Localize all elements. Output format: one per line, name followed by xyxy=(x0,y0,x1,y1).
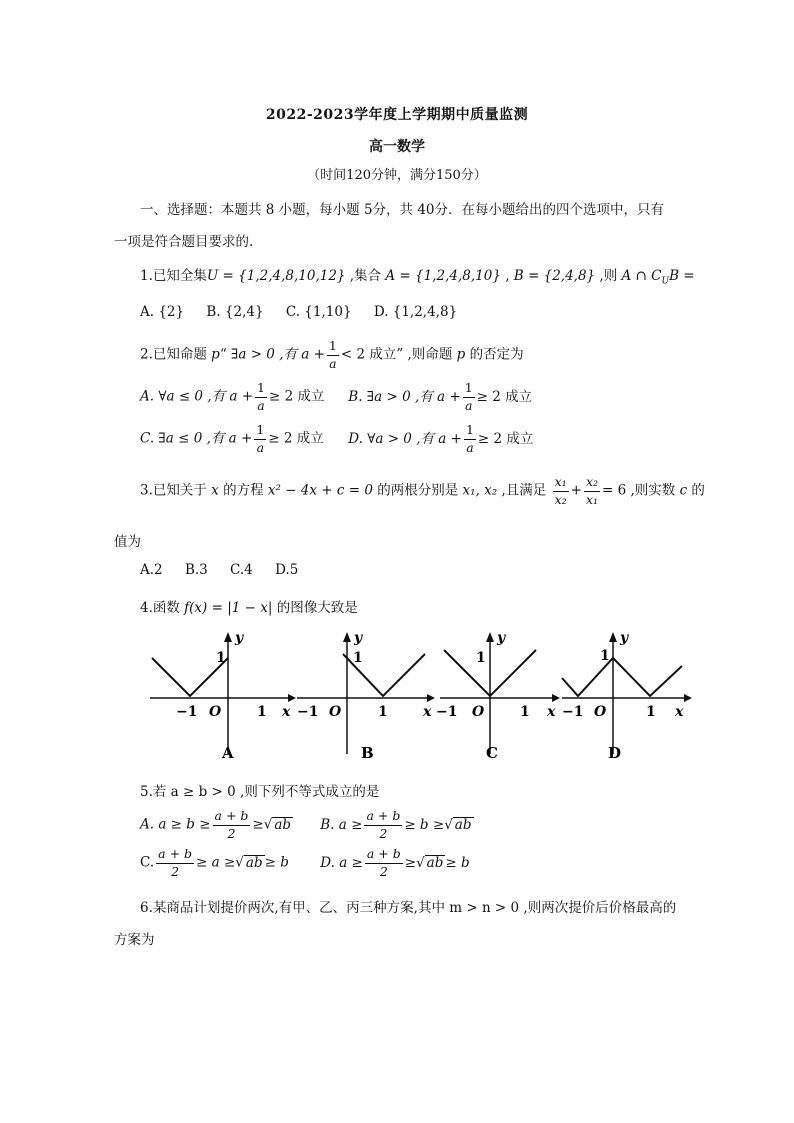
q2-fraction xyxy=(327,340,339,370)
q4-stem-pre: 4.函数 xyxy=(140,600,185,616)
q5-option-d-sqrt: ab xyxy=(426,854,444,871)
q5-option-d-num: a + b xyxy=(365,848,403,864)
graph-c-x-arrow xyxy=(552,694,560,702)
q3-options xyxy=(140,562,298,578)
q2-frac-den: a xyxy=(329,355,337,371)
graph-d-x-arrow xyxy=(684,694,692,702)
q5-option-a: A. a ≥ b ≥ $\frac{a + b}{2}$ ≥√ ab xyxy=(140,808,292,841)
q5-option-a-frac xyxy=(213,810,251,840)
q5-option-a-pre: A. a ≥ b ≥ xyxy=(140,816,211,833)
q1-set-a: A = {1,2,4,8,10} xyxy=(385,268,501,284)
q2-option-b-pre: B. ∃a > 0 ,有 a + xyxy=(348,388,461,405)
exam-title: 2022-2023学年度上学期期中质量监测 xyxy=(265,107,529,123)
q1-mid2: , xyxy=(500,268,514,284)
q2-tail2: 的否定为 xyxy=(465,346,524,363)
graph-a-x-label: x xyxy=(282,704,291,720)
q2-option-d-pre: D. ∀a > 0 ,有 a + xyxy=(348,430,462,447)
graph-d-tick-1x: 1 xyxy=(646,704,656,720)
q5-option-d-tail: ≥ b xyxy=(445,854,470,871)
graph-c-label: C xyxy=(486,744,498,762)
graph-b-y-label: y xyxy=(354,630,363,646)
graph-c-tick-1y: 1 xyxy=(476,650,486,666)
graph-a-y-label: y xyxy=(235,630,244,646)
q2-option-c xyxy=(140,424,344,454)
q2-option-d-frac xyxy=(464,424,476,454)
q5-option-b-den: 2 xyxy=(379,825,388,841)
graph-a-tick-1x: 1 xyxy=(257,704,267,720)
q2-option-c-post: ≥ 2 成立 xyxy=(268,430,324,447)
q3-prefix: 3.已知关于 xyxy=(140,482,212,499)
q1-option-b: B. {2,4} xyxy=(206,304,264,320)
q3-eq6: = 6 xyxy=(602,482,627,499)
graph-a xyxy=(150,630,296,762)
q2-option-a-pre: A. ∀a ≤ 0 ,有 a + xyxy=(140,388,254,405)
q2-option-a xyxy=(140,382,344,412)
exam-info: （时间120分钟，满分150分） xyxy=(307,168,487,183)
q2-options-row2 xyxy=(140,424,533,454)
q3-frac2-num: x₂ xyxy=(584,476,600,492)
q5-option-d: D. a ≥ $\frac{a + b}{2}$ ≥√ ab ≥ b xyxy=(320,846,470,879)
graph-c-x-label: x xyxy=(547,704,556,720)
q3-frac2-den: x₁ xyxy=(585,491,598,507)
q5-option-c-sqrt: ab xyxy=(245,854,263,871)
graph-c-origin: O xyxy=(472,704,485,720)
graph-c-tick-m1: −1 xyxy=(436,704,458,720)
q5-option-c-num: a + b xyxy=(156,848,194,864)
q3-option-b: B.3 xyxy=(184,562,208,578)
q2-option-b-frac xyxy=(463,382,475,412)
q5-option-c-den: 2 xyxy=(171,863,180,879)
q3-x: x xyxy=(211,482,219,499)
q1-ask-sub: U xyxy=(661,276,670,287)
graph-d-label: D xyxy=(608,744,622,762)
q2-option-c-num: 1 xyxy=(254,424,266,440)
graph-a-y-arrow xyxy=(224,632,232,642)
section-heading-line2: 一项是符合题目要求的. xyxy=(114,234,254,250)
q3-frac1-num: x₁ xyxy=(553,476,569,492)
q4-function: f(x) = |1 − x| xyxy=(184,600,273,616)
graph-b-tick-m1: −1 xyxy=(297,704,319,720)
graph-d-x-label: x xyxy=(675,704,684,720)
q3-tail: ,则实数 xyxy=(626,482,680,499)
q3-frac1-den: x₂ xyxy=(554,491,567,507)
graph-a-label: A xyxy=(222,744,234,762)
graph-a-tick-m1: −1 xyxy=(176,704,198,720)
q2-frac-num: 1 xyxy=(327,340,339,356)
q2-option-a-post: ≥ 2 成立 xyxy=(269,388,325,405)
q3-option-d: D.5 xyxy=(275,562,299,578)
graph-d-y-arrow xyxy=(609,632,617,642)
q1-mid1: ,集合 xyxy=(345,268,386,284)
graph-b-x-arrow xyxy=(427,694,435,702)
q2-option-c-den: a xyxy=(256,439,265,455)
q5-option-a-num: a + b xyxy=(213,810,251,826)
q5-option-b-num: a + b xyxy=(364,810,402,826)
q1-option-d: D. {1,2,4,8} xyxy=(373,304,458,320)
q2-prefix: 2.已知命题 xyxy=(140,346,212,363)
q2-option-b-post: ≥ 2 成立 xyxy=(476,388,533,405)
graph-b-tick-1x: 1 xyxy=(378,704,388,720)
q2-option-a-num: 1 xyxy=(255,382,267,398)
graph-d xyxy=(562,630,692,762)
q2-option-d-den: a xyxy=(466,439,474,455)
q1-prefix: 1.已知全集 xyxy=(140,268,207,284)
q1-option-c: C. {1,10} xyxy=(285,304,352,320)
q2-option-d-num: 1 xyxy=(464,424,476,440)
q2-tail-p: p xyxy=(456,346,466,363)
q6-stem-line1: 6.某商品计划提价两次,有甲、乙、丙三种方案,其中 m > n > 0 ,则两次提价后价格最高的 xyxy=(140,900,677,916)
q1-stem xyxy=(140,264,695,287)
graph-c-y-label: y xyxy=(497,630,506,646)
graph-d-y-label: y xyxy=(620,630,629,646)
q5-option-d-post: ≥ xyxy=(404,854,417,871)
q1-option-a: A. {2} xyxy=(140,304,185,320)
graph-b-origin: O xyxy=(329,704,342,720)
q4-stem xyxy=(140,596,358,616)
q5-option-a-den: 2 xyxy=(227,825,236,841)
q5-option-b-pre: B. a ≥ xyxy=(320,816,363,833)
q1-options xyxy=(140,304,457,320)
q4-graphs xyxy=(140,628,700,768)
graph-a-x-arrow xyxy=(288,694,296,702)
q4-graphs-svg xyxy=(140,628,700,768)
q3-stem-line2: 值为 xyxy=(114,534,141,550)
q5-option-c-post: ≥ a ≥ xyxy=(196,854,236,871)
graph-c-tick-1x: 1 xyxy=(520,704,530,720)
q5-option-b-frac xyxy=(364,810,402,840)
graph-c-y-arrow xyxy=(486,632,494,642)
q3-c: c xyxy=(679,482,688,499)
section-heading-line1: 一、选择题：本题共 8 小题，每小题 5分，共 40分．在每小题给出的四个选项中，只有 xyxy=(140,202,665,218)
q4-stem-post: 的图像大致是 xyxy=(272,600,358,616)
q2-option-d-post: ≥ 2 成立 xyxy=(477,430,534,447)
q6-stem-line2: 方案为 xyxy=(114,932,155,948)
graph-b xyxy=(297,630,435,762)
q2-option-c-pre: C. ∃a ≤ 0 ,有 a + xyxy=(140,430,253,447)
q5-option-c: C. $\frac{a + b}{2}$ ≥ a ≥√ ab ≥ b xyxy=(140,846,289,879)
q1-mid3: ,则 xyxy=(595,268,622,284)
q5-option-c-frac xyxy=(156,848,194,878)
q3-roots: x₁, x₂ xyxy=(462,482,498,499)
graph-c xyxy=(436,630,560,762)
q2-options-row1 xyxy=(140,382,532,412)
q3-option-c: C.4 xyxy=(230,562,253,578)
q3-frac2 xyxy=(584,476,600,506)
q2-option-b xyxy=(348,380,533,413)
q3-stem xyxy=(140,476,705,506)
graph-b-y-arrow xyxy=(343,632,351,642)
q5-stem: 5.若 a ≥ b > 0 ,则下列不等式成立的是 xyxy=(140,784,380,800)
q2-option-b-den: a xyxy=(464,397,473,413)
q3-option-a: A.2 xyxy=(140,562,163,578)
q5-options-row1 xyxy=(140,810,474,840)
graph-d-origin: O xyxy=(594,704,607,720)
q2-option-a-frac xyxy=(255,382,267,412)
graph-a-origin: O xyxy=(209,704,222,720)
q3-equation: x² − 4x + c = 0 xyxy=(267,482,373,499)
graph-a-tick-1y: 1 xyxy=(216,650,226,666)
graph-b-label: B xyxy=(361,744,374,762)
q1-ask: A ∩ C xyxy=(621,268,662,284)
q5-option-d-pre: D. a ≥ xyxy=(320,854,363,871)
q5-options-row2 xyxy=(140,848,470,878)
q2-stem xyxy=(140,340,524,370)
q2-option-c-frac xyxy=(254,424,266,454)
exam-subject: 高一数学 xyxy=(369,139,425,155)
q3-mid: 的方程 xyxy=(218,482,268,499)
q5-option-b: B. a ≥ $\frac{a + b}{2}$ ≥ b ≥√ ab xyxy=(320,808,472,841)
q5-option-c-tail: ≥ b xyxy=(264,854,289,871)
q3-mid3: ,且满足 xyxy=(497,482,551,499)
q3-frac1 xyxy=(553,476,569,506)
q5-option-c-pre: C. xyxy=(140,854,155,871)
graph-d-curve xyxy=(562,658,682,696)
graph-b-tick-1y: 1 xyxy=(353,650,363,666)
q5-option-b-sqrt: ab xyxy=(454,816,472,833)
q5-option-b-post: ≥ b ≥ xyxy=(404,816,445,833)
q3-mid2: 的两根分别是 xyxy=(372,482,463,499)
q5-option-a-post: ≥ xyxy=(252,816,264,833)
q2-p: p xyxy=(211,346,220,363)
q2-quote: “ xyxy=(219,346,232,363)
q5-option-d-frac xyxy=(365,848,403,878)
q1-ask-tail: B = xyxy=(669,268,695,284)
q2-tail: < 2 成立” ,则命题 xyxy=(340,346,457,363)
q3-tail2: 的 xyxy=(687,482,705,499)
q5-option-a-sqrt: ab xyxy=(274,816,292,833)
q2-option-d xyxy=(348,422,534,455)
q2-cond: ∃a > 0 ,有 a + xyxy=(231,346,325,363)
q5-option-d-den: 2 xyxy=(379,863,388,879)
q2-option-b-num: 1 xyxy=(463,382,475,398)
graph-b-x-label: x xyxy=(423,704,432,720)
q1-set-b: B = {2,4,8} xyxy=(513,268,596,284)
q3-plus: + xyxy=(570,482,582,499)
q2-option-a-den: a xyxy=(257,397,265,413)
graph-d-tick-m1: −1 xyxy=(562,704,584,720)
graph-d-tick-1y: 1 xyxy=(600,648,610,664)
q1-set-u: U = {1,2,4,8,10,12} xyxy=(206,268,346,284)
